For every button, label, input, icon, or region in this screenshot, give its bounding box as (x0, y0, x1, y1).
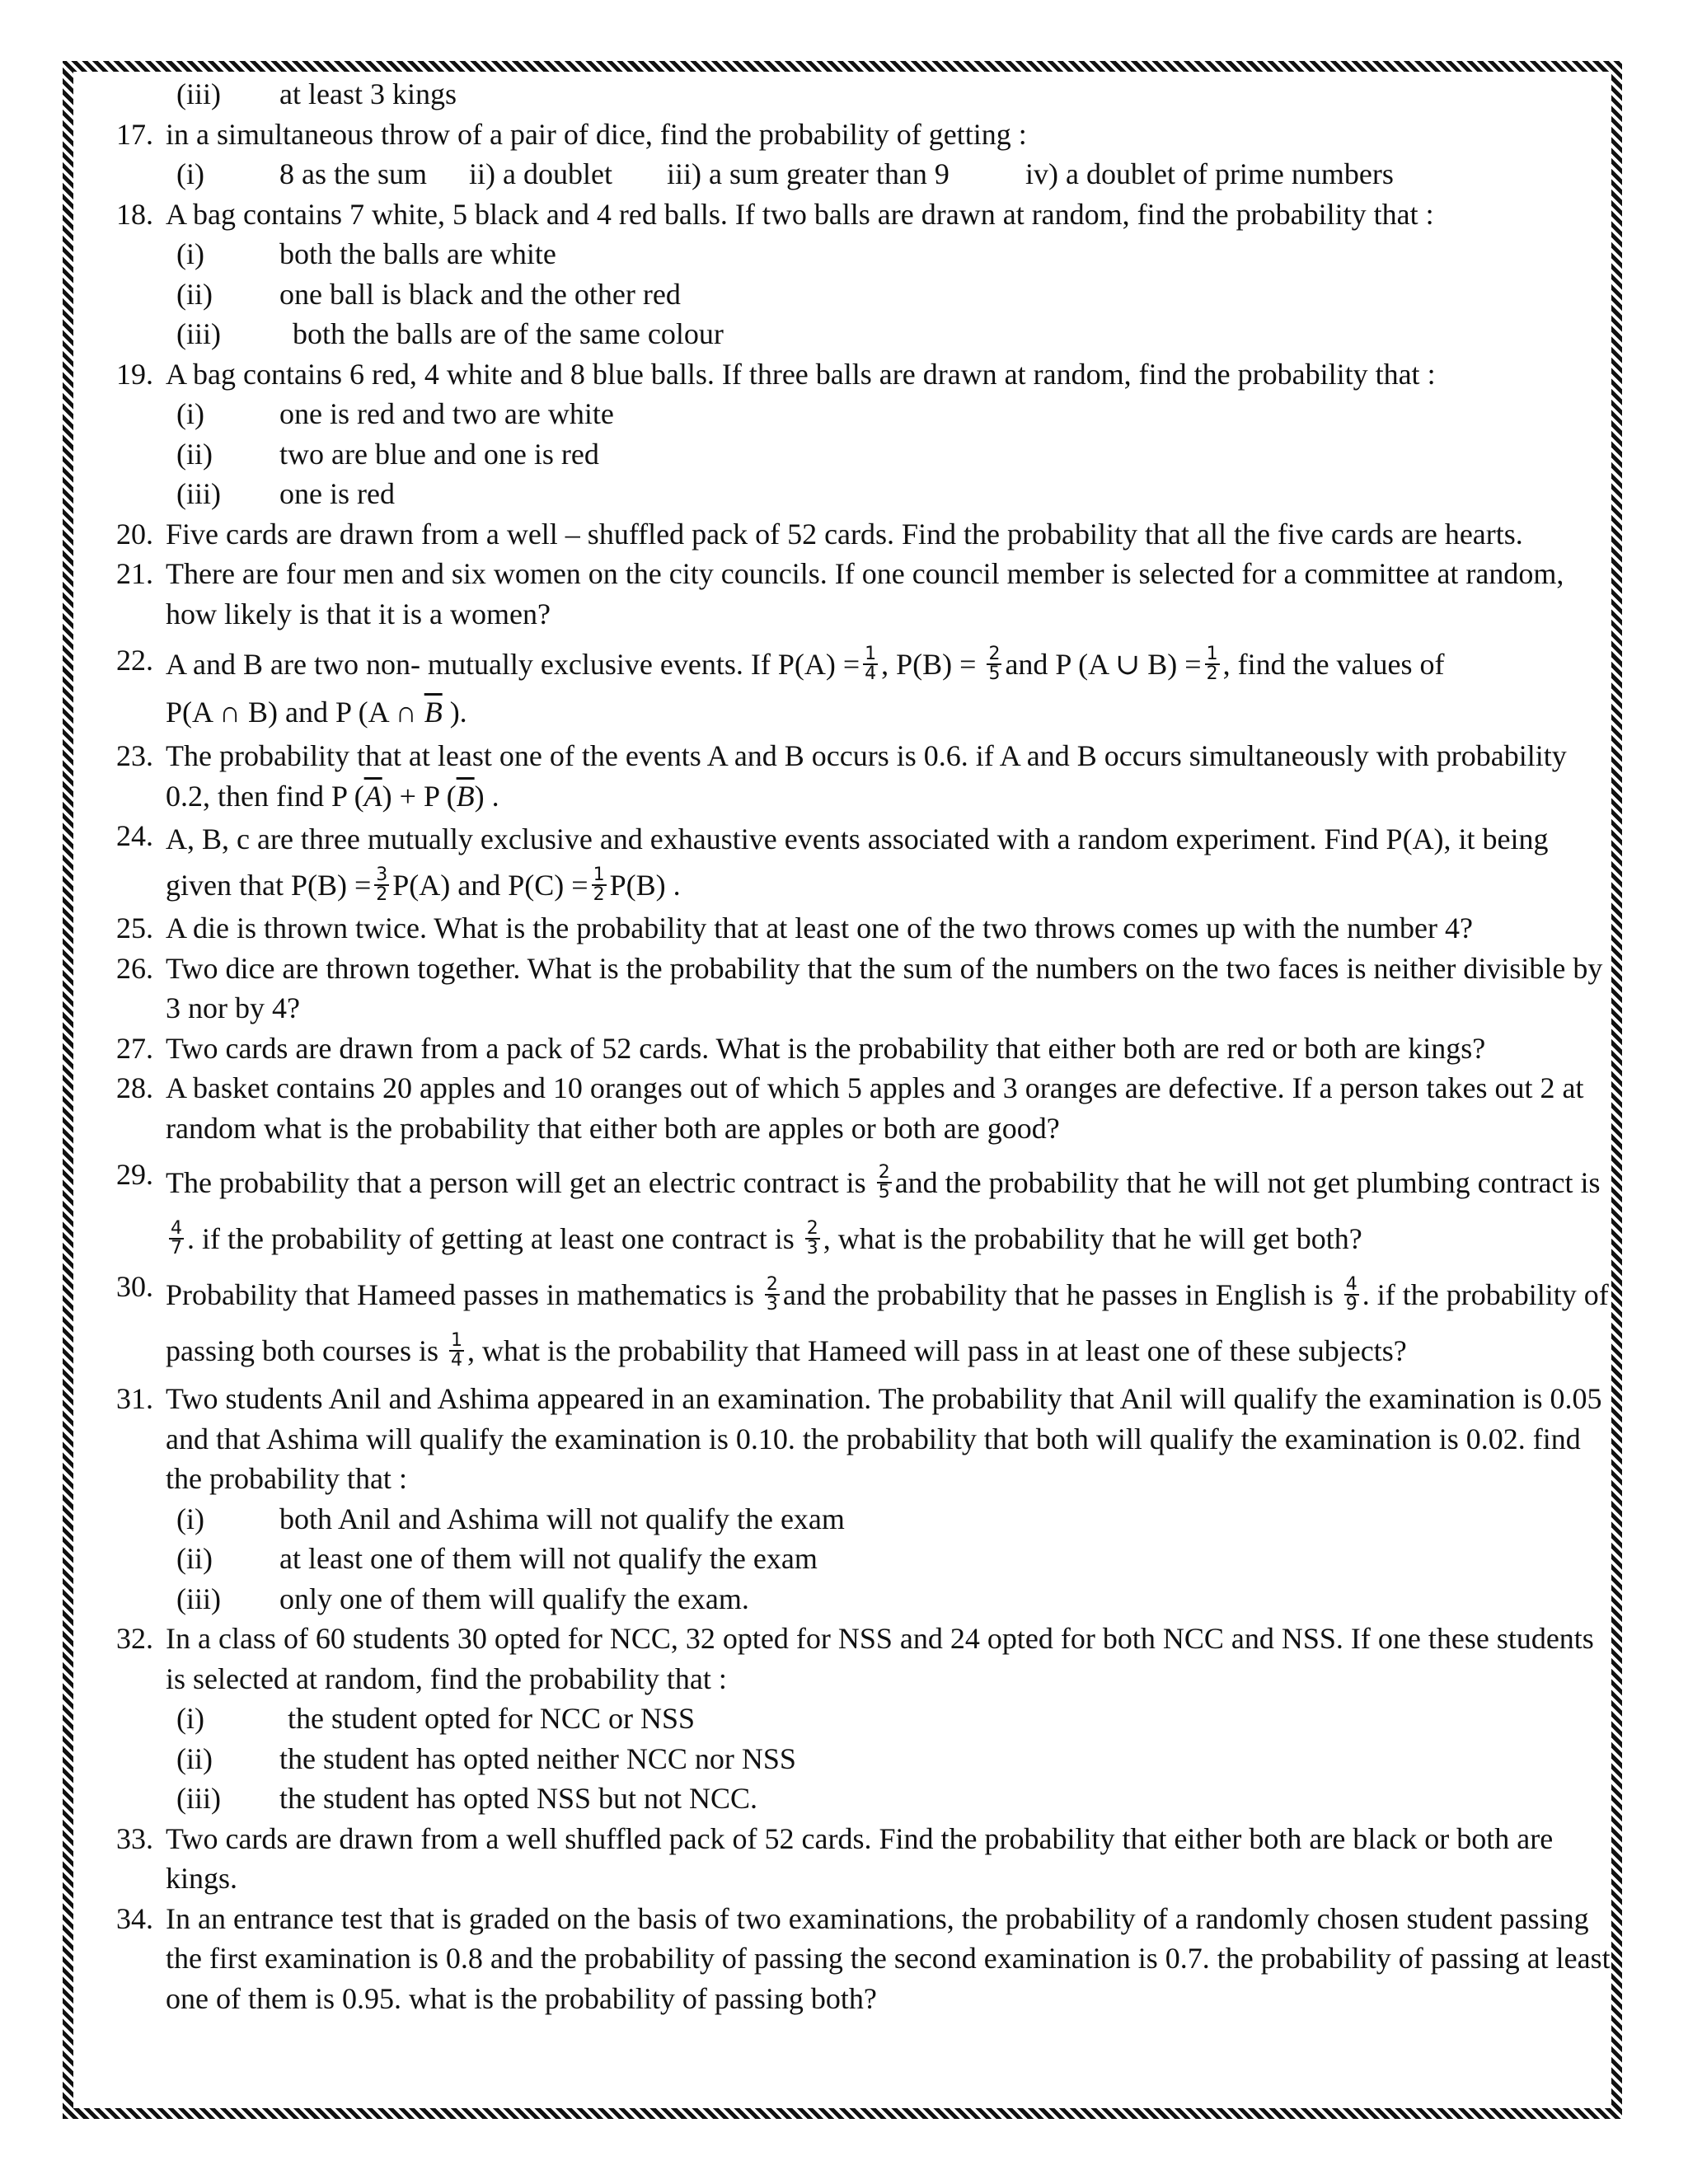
sub-item: (iii) one is red (176, 477, 395, 510)
question-18: 18. A bag contains 7 white, 5 black and 4 red balls. If two balls are drawn at random, find the probability that : (116, 197, 1434, 231)
question-25: 25. A die is thrown twice. What is the probability that at least one of the two throws comes up with the number 4? (116, 912, 1474, 944)
question-list (106, 74, 1614, 2018)
question-30: 30. Probability that Hameed passes in mathematics is $\frac{2}{3}$ and the probability that he passes in English is $\frac{4}{9}$ . if the probability of passing both courses is $\frac{1}{4}$ , what is the probability that Hameed will pass in at least one of these subjects? (116, 1270, 1609, 1371)
question-26: 26. Two dice are thrown together. What is the probability that the sum of the numbers on the two faces is neither divisible by 3 nor by 4? (116, 951, 1603, 1024)
question-22: 22. A and B are two non- mutually exclusive events. If P(A) = $\frac{1}{4}$ , P(B) = $\frac{2}{5}$ and P (A ∪ B) = $\frac{1}{2}$ , find the values of P(A ∩ B) and P (A ∩ $\overline{B}$ ). (116, 643, 1445, 729)
sub-item: (iii) both the balls are of the same colour (176, 317, 724, 350)
sub-item: (ii) the student has opted neither NCC nor NSS (176, 1741, 796, 1775)
question-31: 31. Two students Anil and Ashima appeared in an examination. The probability that Anil will qualify the examination is 0.05 and that Ashima will qualify the examination is 0.10. the probability that both will qualify the examination is 0.02. find the probability that : (116, 1382, 1602, 1495)
sub-item: (i) both the balls are white (176, 237, 556, 270)
question-19: 19. A bag contains 6 red, 4 white and 8 blue balls. If three balls are drawn at random, find the probability that : (116, 357, 1436, 391)
sub-item: (iii) at least 3 kings (176, 77, 457, 110)
question-23: 23. The probability that at least one of the events A and B occurs is 0.6. if A and B occurs simultaneously with probability 0.2, then find P $(\overline{A}) + P$ $(\overline{B})$ . (116, 739, 1567, 813)
question-20: 20. Five cards are drawn from a well – shuffled pack of 52 cards. Find the probability that all the five cards are hearts. (116, 517, 1523, 551)
question-29: 29. The probability that a person will get an electric contract is $\frac{2}{5}$ and the probability that he will not get plumbing contract is $\frac{4}{7}$ . if the probability of getting at least one contract is $\frac{2}{3}$ , what is the probability that he will get both? (116, 1158, 1601, 1258)
question-21: 21. There are four men and six women on the city councils. If one council member is selected for a committee at random, how likely is that it is a women? (116, 557, 1564, 630)
fraction: $\frac{1}{4}$ (450, 1329, 462, 1371)
sub-item: (i) the student opted for NCC or NSS (176, 1702, 695, 1735)
question-33: 33. Two cards are drawn from a well shuffled pack of 52 cards. Find the probability that either both are black or both are kings. (116, 1821, 1554, 1895)
question-34: 34. In an entrance test that is graded on the basis of two examinations, the probability of a randomly chosen student passing the first examination is 0.8 and the probability of passing the second examination is 0.7. the probability of passing at least one of them is 0.95. what is the probability of passing both? (116, 1901, 1611, 2015)
question-32: 32. In a class of 60 students 30 opted for NCC, 32 opted for NSS and 24 opted for both NCC and NSS. If one these students is selected at random, find the probability that : (116, 1622, 1594, 1695)
question-17: 17. in a simultaneous throw of a pair of dice, find the probability of getting : (116, 117, 1027, 151)
fraction: $\frac{4}{7}$ (171, 1217, 182, 1258)
fraction: $\frac{2}{5}$ (878, 1161, 890, 1202)
sub-item: (i) one is red and two are white (176, 397, 614, 430)
fraction: $\frac{3}{2}$ (376, 864, 388, 905)
sub-item: (ii) two are blue and one is red (176, 437, 599, 471)
fraction: $\frac{4}{9}$ (1345, 1273, 1357, 1315)
sub-item: (i) both Anil and Ashima will not qualify the exam (176, 1502, 845, 1535)
question-24: 24. A, B, c are three mutually exclusive and exhaustive events associated with a random experiment. Find P(A), it being given that P(B) = $\frac{3}{2}$ P(A) and P(C) = $\frac{1}{2}$ P(B) . (116, 819, 1549, 905)
sub-item: (ii) one ball is black and the other red (176, 277, 681, 311)
fraction: $\frac{1}{2}$ (593, 864, 605, 905)
fraction: $\frac{1}{4}$ (865, 643, 877, 684)
question-28: 28. A basket contains 20 apples and 10 oranges out of which 5 apples and 3 oranges are defective. If a person takes out 2 at random what is the probability that either both are apples or both are good? (116, 1071, 1584, 1145)
sub-item: (ii) at least one of them will not qualify the exam (176, 1542, 818, 1575)
question-17-parts: (i) 8 as the sum ii) a doublet iii) a sum greater than 9 iv) a doublet of prime numbers (176, 157, 1394, 190)
fraction: $\frac{2}{3}$ (766, 1273, 778, 1315)
fraction: $\frac{1}{2}$ (1206, 643, 1218, 684)
question-27: 27. Two cards are drawn from a pack of 52 cards. What is the probability that either both are red or both are kings? (116, 1031, 1486, 1065)
sub-item: (iii) the student has opted NSS but not NCC. (176, 1782, 758, 1815)
sub-item: (iii) only one of them will qualify the exam. (176, 1582, 749, 1615)
fraction: $\frac{2}{5}$ (988, 643, 1001, 684)
fraction: $\frac{2}{3}$ (806, 1217, 818, 1258)
